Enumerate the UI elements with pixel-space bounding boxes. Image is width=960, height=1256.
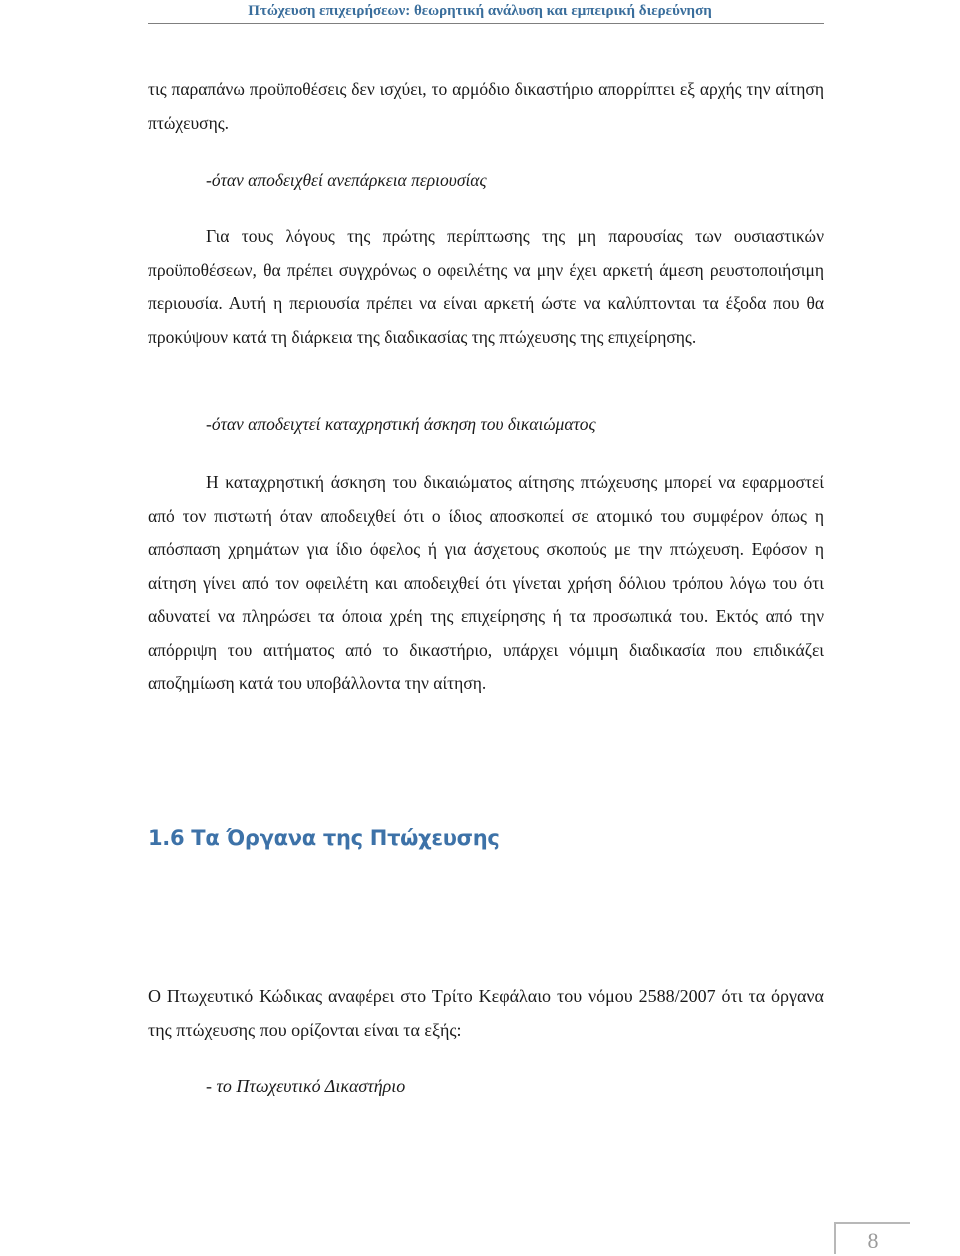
running-header-title: Πτώχευση επιχειρήσεων: θεωρητική ανάλυση και εμπειρική διερεύνηση <box>248 3 712 19</box>
case-label-insufficient-assets: -όταν αποδειχθεί ανεπάρκεια περιουσίας <box>206 170 487 190</box>
page-number: 8 <box>867 1228 879 1253</box>
section-heading: 1.6 Τα Όργανα της Πτώχευσης <box>148 826 500 850</box>
paragraph-abusive-exercise: Η καταχρηστική άσκηση του δικαιώματος αίτησης πτώχευσης μπορεί να εφαρμοστεί από τον πιστωτή όταν αποδειχθεί ότι ο ίδιος αποσκοπεί σε ατομικό του συμφέρον όπως η απόσπαση χρημάτων για ίδιο όφελος ή για άσχετους σκοπούς με την πτώχευση. Εφόσον η αίτηση γίνει από τον οφειλέτη και αποδειχθεί ότι γίνεται χρήση δόλιου τρόπου λόγω του ότι αδυνατεί να πληρώσει τα όποια χρέη της επιχείρησης ή τα προσωπικά του. Εκτός από την απόρριψη του αιτήματος από το δικαστήριο, υπάρχει νόμιμη διαδικασία που επιδικάζει αποζημίωση κατά του υποβάλλοντα την αίτηση. <box>148 472 824 693</box>
list-item-bankruptcy-court: - το Πτωχευτικό Δικαστήριο <box>206 1076 406 1096</box>
header-divider <box>148 23 824 24</box>
paragraph-continuation: τις παραπάνω προϋποθέσεις δεν ισχύει, το αρμόδιο δικαστήριο απορρίπτει εξ αρχής την αίτηση πτώχευσης. <box>148 79 824 133</box>
paragraph-bankruptcy-organs: Ο Πτωχευτικό Κώδικας αναφέρει στο Τρίτο Κεφάλαιο του νόμου 2588/2007 ότι τα όργανα της πτώχευσης που ορίζονται είναι τα εξής: <box>148 986 824 1040</box>
case-label-abusive-exercise: -όταν αποδειχτεί καταχρηστική άσκηση του δικαιώματος <box>206 414 596 434</box>
paragraph-insufficient-assets: Για τους λόγους της πρώτης περίπτωσης της μη παρουσίας των ουσιαστικών προϋποθέσεων, θα πρέπει συγχρόνως ο οφειλέτης να μην έχει αρκετή άμεση ρευστοποιήσιμη περιουσία. Αυτή η περιουσία πρέπει να είναι αρκετή ώστε να καλύπτονται τα έξοδα που θα προκύψουν κατά τη διάρκεια της διαδικασίας της πτώχευσης της επιχείρησης. <box>148 226 824 347</box>
